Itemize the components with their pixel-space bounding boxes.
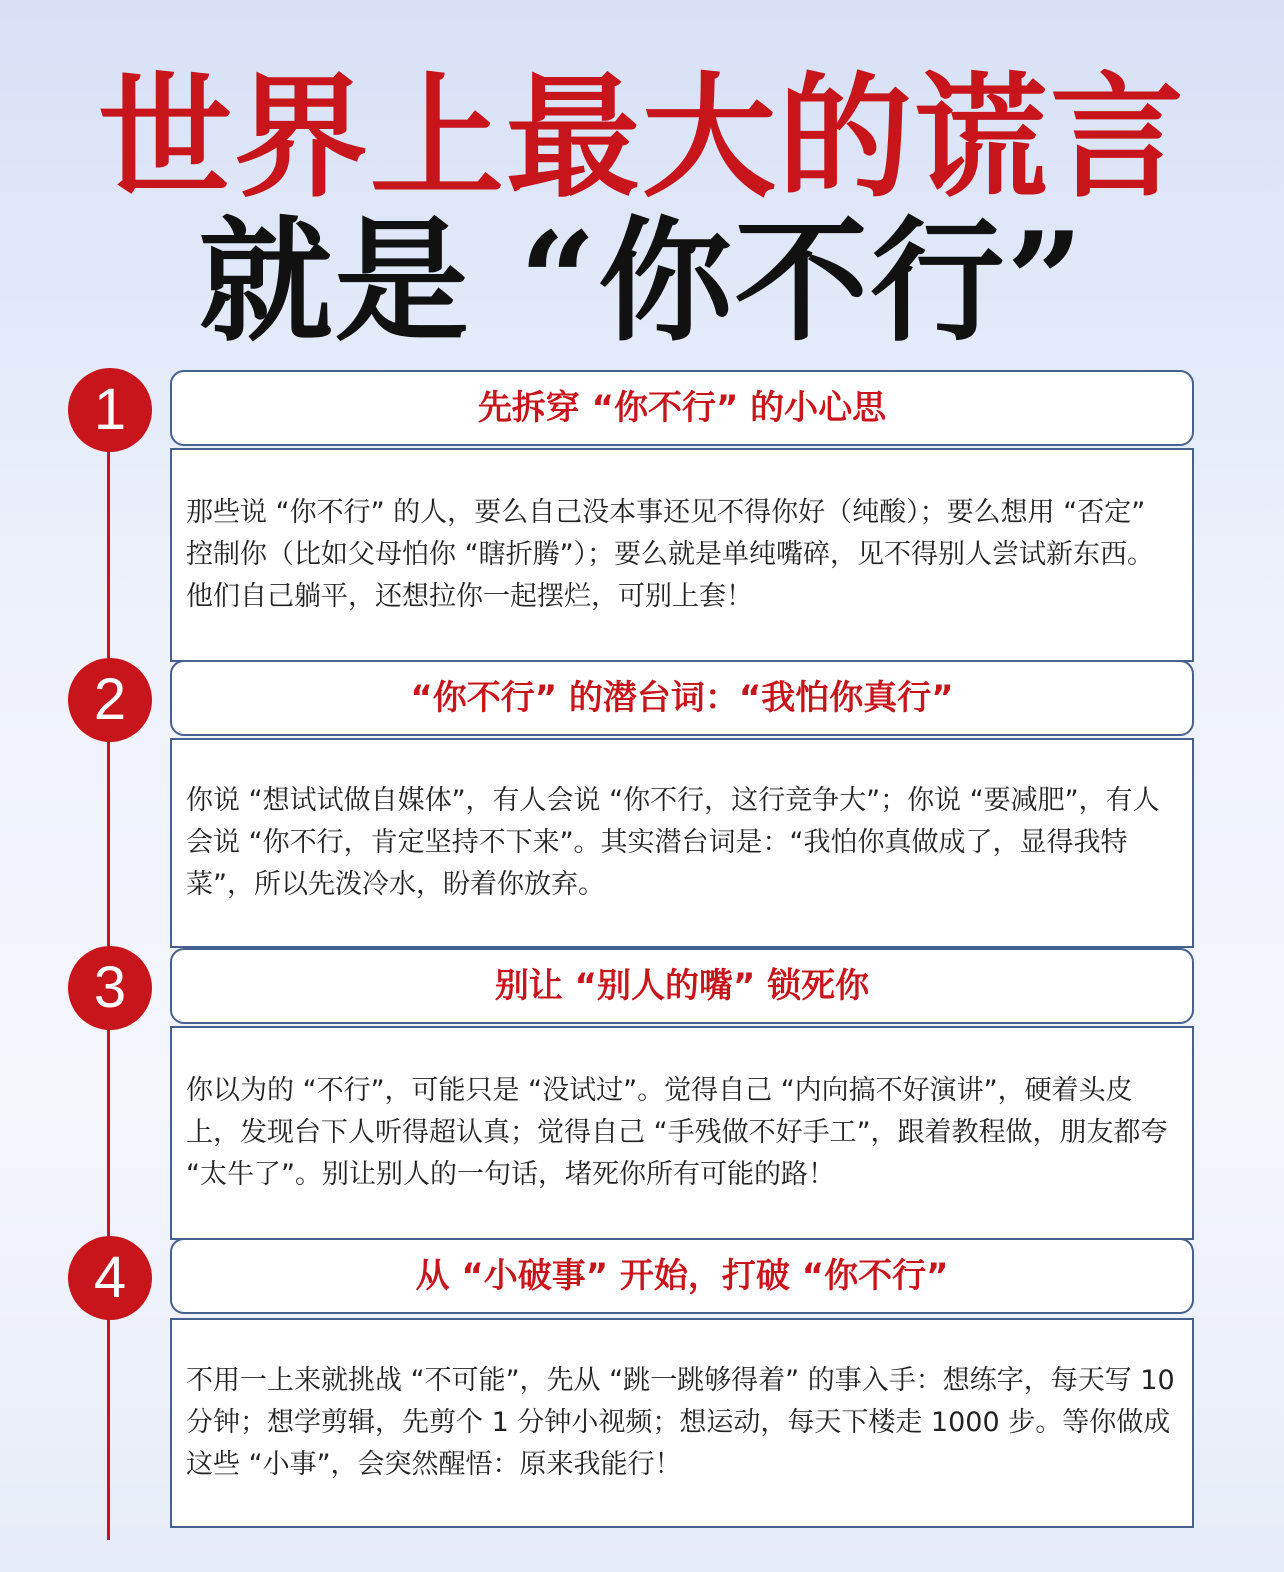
section-heading: “你不行” 的潜台词：“我怕你真行”	[170, 660, 1194, 736]
section-body-box	[170, 448, 1194, 662]
page-title-line1: 世界上最大的谎言	[97, 58, 1186, 216]
section-number-badge: 1	[68, 368, 152, 452]
section-heading: 从 “小破事” 开始，打破 “你不行”	[170, 1238, 1194, 1314]
section-number-badge: 2	[68, 658, 152, 742]
section-number-badge: 4	[68, 1236, 152, 1320]
section-heading: 别让 “别人的嘴” 锁死你	[170, 948, 1194, 1024]
section-body-box	[170, 1026, 1194, 1240]
section-number-badge: 3	[68, 946, 152, 1030]
section-body-box	[170, 1318, 1194, 1528]
section-body-text: 那些说 “你不行” 的人，要么自己没本事还见不得你好（纯酸）；要么想用 “否定” 控制你（比如父母怕你 “瞎折腾”）；要么就是单纯嘴碎，见不得别人尝试新东西。他们自己躺平，还想拉你一起摆烂，可别上套！	[186, 497, 1155, 612]
section-body-box	[170, 738, 1194, 948]
page-title-line2: 就是 “你不行”	[198, 202, 1086, 360]
section-heading: 先拆穿 “你不行” 的小心思	[170, 370, 1194, 446]
section-body-text: 你说 “想试试做自媒体”，有人会说 “你不行，这行竞争大”；你说 “要减肥”，有人会说 “你不行，肯定坚持不下来”。其实潜台词是：“我怕你真做成了，显得我特菜”，所以先泼冷水，盼着你放弃。	[186, 785, 1160, 900]
section-body-text: 你以为的 “不行”，可能只是 “没试过”。觉得自己 “内向搞不好演讲”，硬着头皮上，发现台下人听得超认真；觉得自己 “手残做不好手工”，跟着教程做，朋友都夸 “太牛了”。别让别人的一句话，堵死你所有可能的路！	[186, 1075, 1168, 1190]
section-body-text: 不用一上来就挑战 “不可能”，先从 “跳一跳够得着” 的事入手：想练字，每天写 10 分钟；想学剪辑，先剪个 1 分钟小视频；想运动，每天下楼走 1000 步。等你做成这些 “小事”，会突然醒悟：原来我能行！	[186, 1365, 1175, 1480]
